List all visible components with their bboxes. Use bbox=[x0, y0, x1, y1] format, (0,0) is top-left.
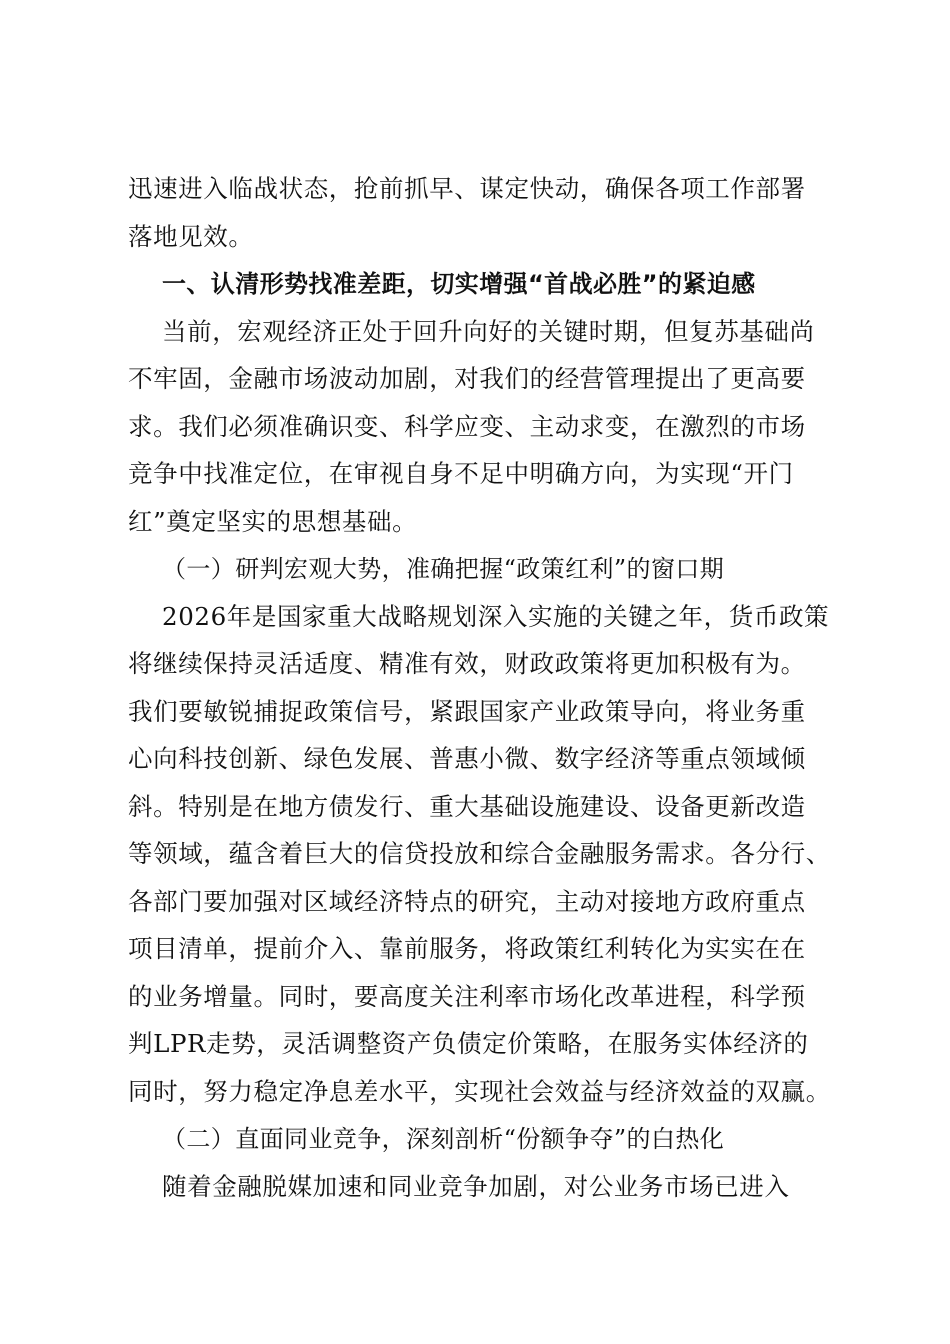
paragraph-line: 我们要敏锐捕捉政策信号，紧跟国家产业政策导向，将业务重 bbox=[128, 697, 806, 726]
section-heading: 一、认清形势找准差距，切实增强“首战必胜”的紧迫感 bbox=[162, 270, 756, 298]
paragraph-line: 求。我们必须准确识变、科学应变、主动求变，在激烈的市场 bbox=[128, 412, 806, 441]
paragraph-line: 不牢固，金融市场波动加剧，对我们的经营管理提出了更高要 bbox=[128, 364, 806, 393]
paragraph-line: 2026年是国家重大战略规划深入实施的关键之年，货币政策 bbox=[162, 602, 830, 631]
paragraph-line: 随着金融脱媒加速和同业竞争加剧，对公业务市场已进入 bbox=[162, 1172, 790, 1201]
paragraph-line: 等领域，蕴含着巨大的信贷投放和综合金融服务需求。各分行、 bbox=[128, 839, 831, 868]
paragraph-line: 判LPR走势，灵活调整资产负债定价策略，在服务实体经济的 bbox=[128, 1029, 809, 1058]
paragraph-line: 落地见效。 bbox=[128, 222, 254, 251]
paragraph-line: 斜。特别是在地方债发行、重大基础设施建设、设备更新改造 bbox=[128, 792, 806, 821]
paragraph-line: 迅速进入临战状态，抢前抓早、谋定快动，确保各项工作部署 bbox=[128, 174, 806, 203]
paragraph-line: 的业务增量。同时，要高度关注利率市场化改革进程，科学预 bbox=[128, 982, 806, 1011]
paragraph-line: 同时，努力稳定净息差水平，实现社会效益与经济效益的双赢。 bbox=[128, 1077, 831, 1106]
paragraph-line: 竞争中找准定位，在审视自身不足中明确方向，为实现“开门 bbox=[128, 459, 794, 488]
paragraph-line: 红”奠定坚实的思想基础。 bbox=[128, 507, 418, 536]
paragraph-line: 项目清单，提前介入、靠前服务，将政策红利转化为实实在在 bbox=[128, 934, 806, 963]
subsection-heading: （一）研判宏观大势，准确把握“政策红利”的窗口期 bbox=[162, 555, 725, 583]
paragraph-line: 各部门要加强对区域经济特点的研究，主动对接地方政府重点 bbox=[128, 887, 806, 916]
paragraph-line: 心向科技创新、绿色发展、普惠小微、数字经济等重点领域倾 bbox=[128, 744, 806, 773]
subsection-heading: （二）直面同业竞争，深刻剖析“份额争夺”的白热化 bbox=[162, 1125, 725, 1153]
paragraph-line: 将继续保持灵活适度、精准有效，财政政策将更加积极有为。 bbox=[128, 649, 806, 678]
paragraph-line: 当前，宏观经济正处于回升向好的关键时期，但复苏基础尚 bbox=[162, 317, 815, 346]
